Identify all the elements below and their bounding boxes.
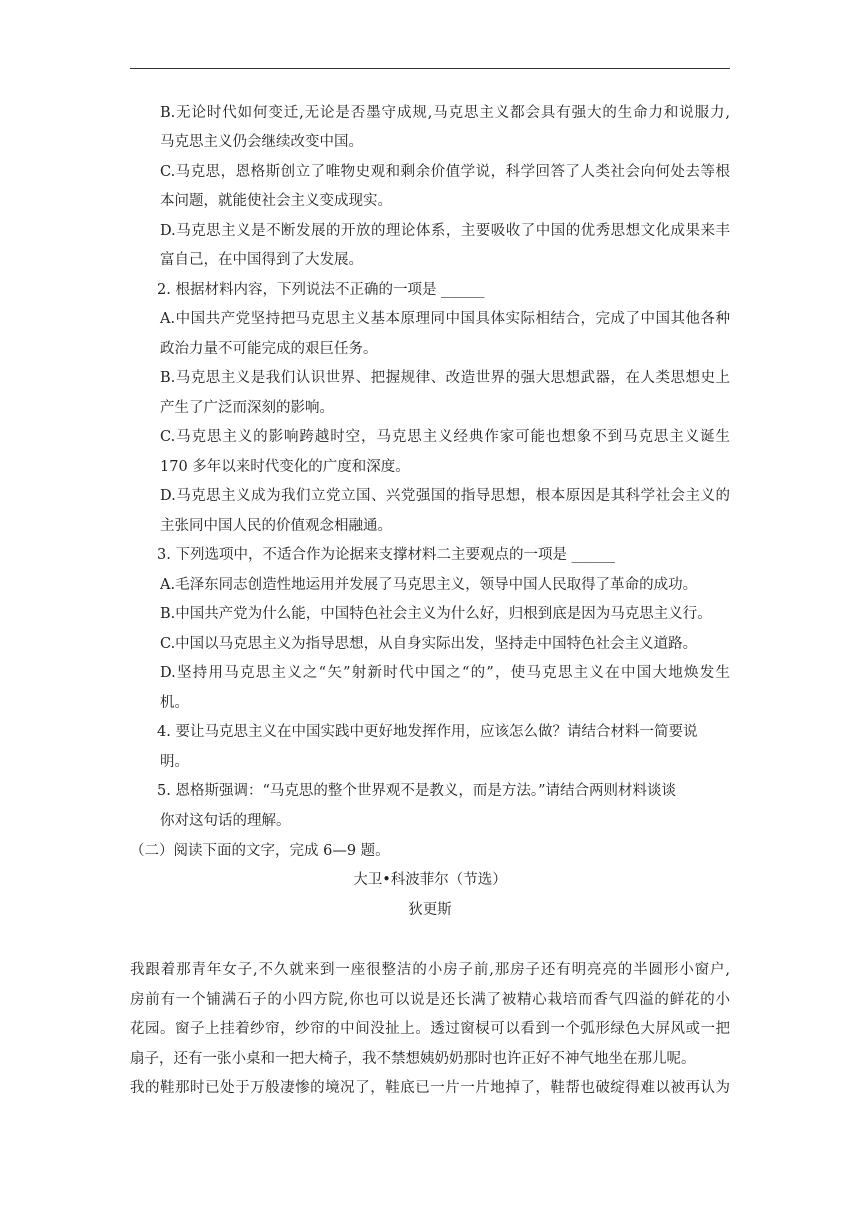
q2-option-c-line2: 170 多年以来时代变化的广度和深度。 [160,459,410,475]
q2-option-c-line1: C.马克思主义的影响跨越时空，马克思主义经典作家可能也想象不到马克思主义诞生 [160,429,730,445]
q3-option-b: B.中国共产党为什么能，中国特色社会主义为什么好，归根到底是因为马克思主义行。 [160,606,712,622]
passage-line-1: 我跟着那青年女子,不久就来到一座很整洁的小房子前,那房子还有明亮亮的半圆形小窗户, [130,962,730,978]
q3-option-d-line2: 机。 [160,695,189,711]
passage-author: 狄更斯 [408,902,452,918]
question-2: 2. 根据材料内容，下列说法不正确的一项是 ______ [157,282,485,298]
q3-option-c: C.中国以马克思主义为指导思想，从自身实际出发，坚持走中国特色社会主义道路。 [160,636,698,652]
option-c-line2: 本问题，就能使社会主义变成现实。 [160,193,392,209]
option-c-line1: C.马克思，恩格斯创立了唯物史观和剩余价值学说，科学回答了人类社会向何处去等根 [160,164,730,180]
question-4-line1: 4. 要让马克思主义在中国实践中更好地发挥作用，应该怎么做？请结合材料一简要说 [157,724,698,740]
section-heading: （二）阅读下面的文字，完成 6—9 题。 [130,843,390,859]
option-b-line2: 马克思主义仍会继续改变中国。 [160,134,363,150]
q2-option-d-line2: 主张同中国人民的价值观念相融通。 [160,518,392,534]
option-d-line2: 富自己，在中国得到了大发展。 [160,252,363,268]
question-5-line1: 5. 恩格斯强调：“马克思的整个世界观不是教义，而是方法。”请结合两则材料谈谈 [157,783,677,799]
q3-option-a: A.毛泽东同志创造性地运用并发展了马克思主义，领导中国人民取得了革命的成功。 [160,577,698,593]
option-d-line1: D.马克思主义是不断发展的开放的理论体系，主要吸收了中国的优秀思想文化成果来丰 [160,223,730,239]
q3-option-d-line1: D.坚持用马克思主义之“矢”射新时代中国之“的”，使马克思主义在中国大地焕发生 [160,665,730,681]
passage-line-2: 房前有一个铺满石子的小四方院,你也可以说是还长满了被精心栽培而香气四溢的鲜花的小 [130,992,730,1008]
passage-line-5: 我的鞋那时已处于万般凄惨的境况了，鞋底已一片一片地掉了，鞋帮也破绽得难以被再认为 [130,1080,730,1096]
q2-option-b-line2: 产生了广泛而深刻的影响。 [160,400,334,416]
question-3: 3. 下列选项中，不适合作为论据来支撑材料二主要观点的一项是 ______ [157,547,616,563]
passage-title: 大卫•科波菲尔（节选） [353,872,507,888]
q2-option-d-line1: D.马克思主义成为我们立党立国、兴党强国的指导思想，根本原因是其科学社会主义的 [160,488,730,504]
passage-line-3: 花园。窗子上挂着纱帘，纱帘的中间没扯上。透过窗棂可以看到一个弧形绿色大屏风或一把 [130,1021,730,1037]
passage-line-4: 扇子，还有一张小桌和一把大椅子，我不禁想姨奶奶那时也许正好不神气地坐在那儿呢。 [130,1051,696,1067]
q2-option-b-line1: B.马克思主义是我们认识世界、把握规律、改造世界的强大思想武器，在人类思想史上 [160,370,730,386]
question-4-line2: 明。 [160,754,189,770]
q2-option-a-line2: 政治力量不可能完成的艰巨任务。 [160,341,378,357]
header-rule [130,68,730,69]
option-b-line1: B.无论时代如何变迁,无论是否墨守成规,马克思主义都会具有强大的生命力和说服力, [160,105,730,121]
question-5-line2: 你对这句话的理解。 [160,813,291,829]
q2-option-a-line1: A.中国共产党坚持把马克思主义基本原理同中国具体实际相结合，完成了中国其他各种 [160,311,730,327]
